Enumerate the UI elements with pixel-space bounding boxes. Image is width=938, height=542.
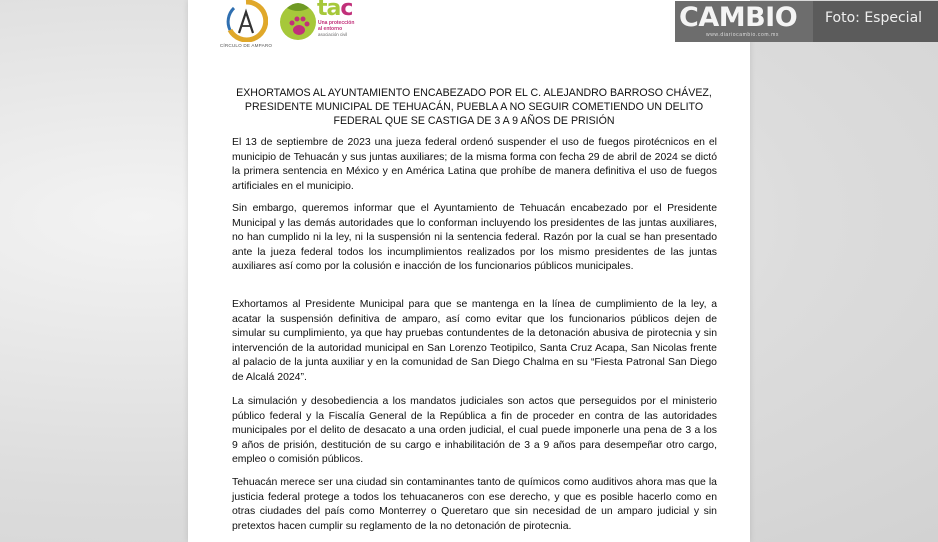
cambio-logo — [675, 1, 813, 42]
heading-line-1: EXHORTAMOS AL AYUNTAMIENTO ENCABEZADO POR EL C. ALEJANDRO BARROSO CHÁVEZ, — [236, 87, 712, 99]
paragraph-4: La simulación y desobediencia a los mandatos judiciales son actos que perseguidos por el ministerio público federal y la Fiscalía General de la República a fin de proceder en contra de las autoridades municipales por el delito de desacato a una orden judicial, el cual puede imponerle una pena de 3 a los 9 años de prisión, destitución de su cargo e inhabilitación de 3 a 9 años para desempeñar otro cargo, empleo o comisión públicos. — [232, 396, 717, 466]
paw-leaf-icon — [278, 0, 318, 44]
paragraph-2: Sin embargo, queremos informar que el Ayuntamiento de Tehuacán encabezado por el Presidente Municipal y las demás autoridades que lo conforman incluyendo los presidentes de las juntas auxiliares, no han cumplido ni la ley, ni la suspensión ni la sentencia federal. Razón por la cual se han presentado ante la jueza federal todos los incumplimientos realizados por los mismo presidentes de las juntas auxiliares así como por la colusión e inacción de los funcionarios públicos municipales. — [232, 203, 717, 273]
cambio-brand-name: CAMBIO — [679, 2, 798, 33]
circulo-de-amparo-logo — [218, 0, 274, 52]
paragraph-1: El 13 de septiembre de 2023 una jueza federal ordenó suspender el uso de fuegos pirotécnicos en el municipio de Tehuacán y sus juntas auxiliares; de la misma forma con fecha 29 de abril de 2024 se dictó la primera sentencia en México y en América Latina que prohíbe de manera definitiva el uso de fuegos artificiales en el municipio. — [232, 137, 717, 192]
tac-tagline: Una protección al entorno asociación civil — [318, 20, 355, 37]
heading-line-3: FEDERAL QUE SE CASTIGA DE 3 A 9 AÑOS DE PRISIÓN — [333, 115, 615, 127]
paragraph-5: Tehuacán merece ser una ciudad sin contaminantes tanto de químicos como auditivos ahora mas que la justicia federal protege a todos los tehuacaneros con ese derecho, y que es posible hacerlo como en otras ciudades del país como Monterrey o Queretaro que sin necesidad de un amparo judicial y sin pretextos hacen cumplir su reglamento de la no detonación de pirotecnia. — [232, 477, 717, 532]
tac-wordmark: tac — [317, 0, 353, 21]
photo-credit: Foto: Especial — [825, 10, 923, 26]
logos-header — [218, 0, 358, 52]
document-heading — [231, 86, 717, 128]
cambio-url: www.diariocambio.com.mx — [706, 32, 779, 38]
heading-line-2: PRESIDENTE MUNICIPAL DE TEHUACÁN, PUEBLA A NO SEGUIR COMETIENDO UN DELITO — [244, 101, 704, 113]
paragraph-3: Exhortamos al Presidente Municipal para que se mantenga en la línea de cumplimiento de la ley, a acatar la suspensión definitiva de amparo, así como evitar que los funcionarios públicos dejen de simular su cumplimiento, ya que hay pruebas contundentes de la detonación abusiva de pirotecnia y sin intervención de la autoridad municipal en San Lorenzo Teotipilco, Santa Cruz Acapa, San Nicolas frente al palacio de la junta auxiliar y en la comunidad de San Diego Chalma en su “Fiesta Patronal San Diego de Alcalá 2024”. — [232, 299, 717, 383]
circulo-caption: CÍRCULO DE AMPARO — [219, 43, 273, 48]
tac-logo — [278, 0, 360, 48]
circulo-emblem-icon — [224, 0, 268, 42]
cambio-watermark — [675, 1, 938, 42]
